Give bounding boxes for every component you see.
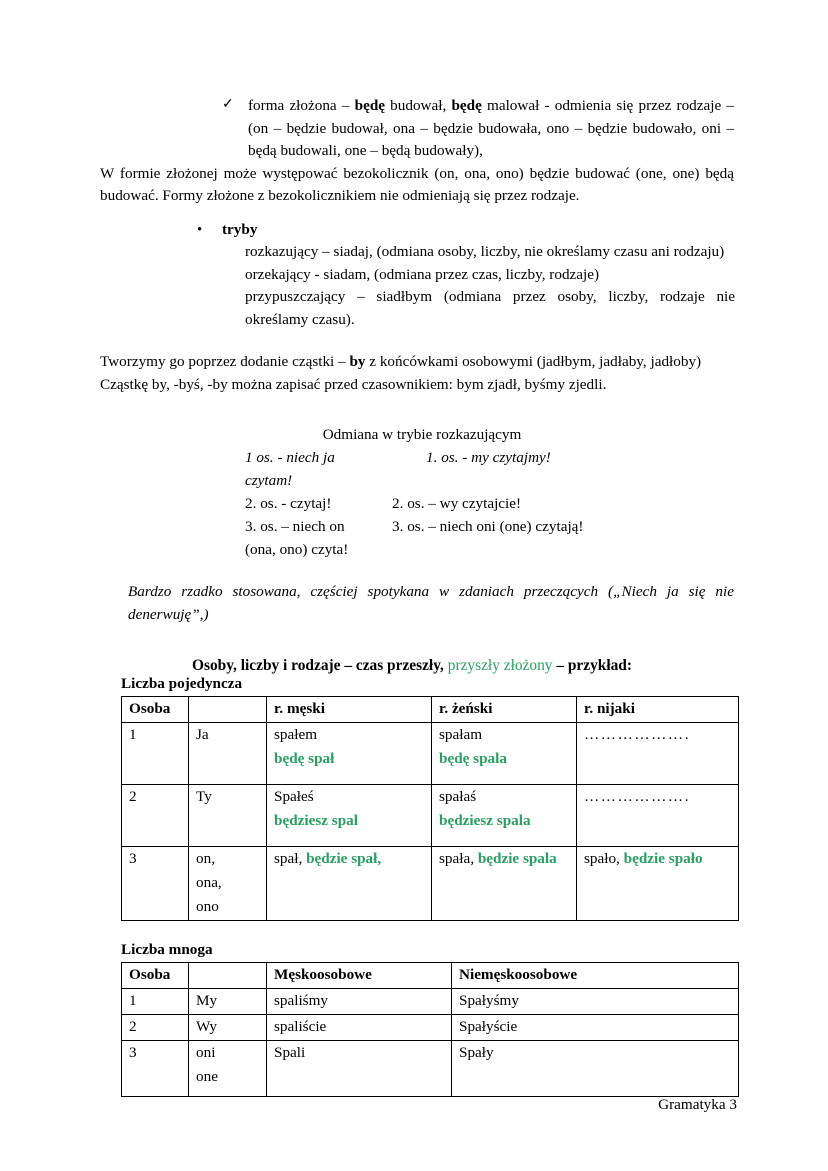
cell-osoba: 2 bbox=[122, 1015, 189, 1041]
cell-niemeskoosobowe: Spały bbox=[452, 1041, 739, 1097]
header-rodzaj-nijaki: r. nijaki bbox=[577, 697, 739, 723]
nijaki-past: spało, bbox=[584, 850, 624, 868]
header-meskoosobowe: Męskoosobowe bbox=[267, 963, 452, 989]
zenski-future: będziesz spala bbox=[439, 812, 531, 830]
pronoun-oni: oni bbox=[196, 1044, 216, 1062]
czastka-by-post: z końcówkami osobowymi (jadłbym, jadłaby, jadłoby) bbox=[365, 353, 702, 370]
tryb-orzekajacy: orzekający - siadam, (odmiana przez czas, liczby, rodzaje) bbox=[245, 265, 600, 283]
cell-pronoun: Ja bbox=[189, 723, 267, 785]
cell-pronoun-multi bbox=[189, 1041, 267, 1097]
conjugation-row bbox=[100, 492, 734, 515]
tables-heading-green: przyszły złożony bbox=[447, 657, 553, 675]
label-liczba-mnoga: Liczba mnoga bbox=[121, 941, 213, 959]
cell-zenski bbox=[432, 785, 577, 847]
cell-pronoun: My bbox=[189, 989, 267, 1015]
cell-nijaki: ………………. bbox=[577, 723, 739, 785]
table-row bbox=[122, 723, 739, 785]
cell-pronoun: Ty bbox=[189, 785, 267, 847]
meski-future: będzie spał, bbox=[306, 850, 382, 868]
tryb-rozkazujacy: rozkazujący – siadaj, (odmiana osoby, liczby, nie określamy czasu ani rodzaju) bbox=[245, 243, 725, 260]
pronoun-ono: ono bbox=[196, 898, 219, 916]
table-header-row bbox=[122, 963, 739, 989]
pronoun-on: on, bbox=[196, 850, 215, 868]
header-niemeskoosobowe: Niemęskoosobowe bbox=[452, 963, 739, 989]
label-liczba-pojedyncza: Liczba pojedyncza bbox=[121, 675, 243, 693]
cell-niemeskoosobowe: Spałyśmy bbox=[452, 989, 739, 1015]
imperative-title: Odmiana w trybie rozkazującym bbox=[322, 426, 522, 443]
header-blank bbox=[189, 697, 267, 723]
table-row bbox=[122, 1015, 739, 1041]
conjugation-person-3-singular: 3. os. – niech on (ona, ono) czyta! bbox=[245, 518, 349, 559]
header-rodzaj-meski: r. męski bbox=[267, 697, 432, 723]
header-osoba: Osoba bbox=[122, 963, 189, 989]
cell-meskoosobowe: spaliście bbox=[267, 1015, 452, 1041]
cell-zenski bbox=[432, 847, 577, 921]
pronoun-ona: ona, bbox=[196, 874, 222, 892]
bullet-item-tryby bbox=[197, 219, 734, 242]
imperative-conjugation-list bbox=[100, 446, 734, 561]
cell-niemeskoosobowe: Spałyście bbox=[452, 1015, 739, 1041]
paragraph-czastke-by: Cząstkę by, -byś, -by można zapisać przed czasownikiem: bym zjadł, byśmy zjedli. bbox=[100, 375, 607, 393]
tryby-sublist bbox=[245, 241, 735, 331]
heading-tryby: tryby bbox=[222, 220, 258, 238]
cell-pronoun: Wy bbox=[189, 1015, 267, 1041]
checkmark-icon: ✓ bbox=[222, 97, 234, 112]
bullet-item-forma-zlozona bbox=[222, 95, 734, 163]
zenski-past: spała, bbox=[439, 850, 478, 868]
cell-nijaki: ………………. bbox=[577, 785, 739, 847]
cell-meski bbox=[267, 785, 432, 847]
cell-osoba: 3 bbox=[122, 1041, 189, 1097]
tables-section-heading bbox=[100, 657, 734, 675]
forma-zlozona-part2: budował, bbox=[385, 97, 452, 114]
czastka-by-pre: Tworzymy go poprzez dodanie cząstki – bbox=[100, 353, 350, 370]
cell-meski bbox=[267, 723, 432, 785]
cell-meskoosobowe: Spali bbox=[267, 1041, 452, 1097]
cell-nijaki bbox=[577, 847, 739, 921]
table-header-row bbox=[122, 697, 739, 723]
meski-past: spałem bbox=[274, 726, 318, 744]
bullet-dot-icon: • bbox=[197, 221, 203, 238]
cell-osoba: 3 bbox=[122, 847, 189, 921]
tryb-przypuszczajacy: przypuszczający – siadłbym (odmiana przez osoby, liczby, rodzaje nie określamy czasu). bbox=[245, 288, 735, 328]
conjugation-row bbox=[100, 446, 734, 492]
zenski-future: będzie spala bbox=[477, 850, 557, 868]
table-liczba-pojedyncza bbox=[121, 696, 739, 921]
table-row bbox=[122, 989, 739, 1015]
cell-osoba: 1 bbox=[122, 989, 189, 1015]
conjugation-person-1-plural: 1. os. - my czytajmy! bbox=[426, 449, 551, 466]
conjugation-person-3-plural: 3. os. – niech oni (one) czytają! bbox=[392, 518, 584, 536]
meski-future: będziesz spal bbox=[274, 812, 358, 830]
bullet-text-forma-zlozona bbox=[248, 95, 734, 163]
forma-zlozona-part1: forma złożona – bbox=[248, 97, 355, 114]
zenski-past: spałam bbox=[439, 726, 483, 744]
conjugation-person-1-singular: 1 os. - niech ja czytam! bbox=[245, 449, 335, 490]
forma-zlozona-bold2: będę bbox=[451, 97, 482, 114]
nijaki-future: będzie spało bbox=[623, 850, 703, 868]
table-liczba-mnoga bbox=[121, 962, 739, 1097]
cell-meskoosobowe: spaliśmy bbox=[267, 989, 452, 1015]
page-footer: Gramatyka 3 bbox=[658, 1096, 737, 1113]
cell-osoba: 2 bbox=[122, 785, 189, 847]
cell-osoba: 1 bbox=[122, 723, 189, 785]
table-row bbox=[122, 785, 739, 847]
header-blank bbox=[189, 963, 267, 989]
pronoun-one: one bbox=[196, 1068, 218, 1086]
document-content bbox=[100, 95, 734, 1097]
cell-pronoun-multi bbox=[189, 847, 267, 921]
tables-heading-post: – przykład: bbox=[552, 657, 632, 675]
forma-zlozona-part3: malował - odmienia się przez rodzaje – (on – będzie budował, ona – będzie budowała, ono – będzie budowało, oni – będą budowali, one – będą budowały), bbox=[248, 97, 734, 159]
forma-zlozona-bold1: będę bbox=[354, 97, 385, 114]
cell-zenski bbox=[432, 723, 577, 785]
paragraph-czastka-by bbox=[100, 351, 734, 374]
conjugation-row bbox=[100, 515, 734, 561]
paragraph-forma-zlozona: W formie złożonej może występować bezokolicznik (on, ona, ono) będzie budować (one, one) będą budować. Formy złożone z bezokolicznikiem nie odmieniają się przez rodzaje. bbox=[100, 164, 734, 204]
meski-past: spał, bbox=[274, 850, 307, 868]
czastka-by-bold: by bbox=[349, 353, 366, 370]
table-row bbox=[122, 847, 739, 921]
cell-meski bbox=[267, 847, 432, 921]
conjugation-person-2-plural: 2. os. – wy czytajcie! bbox=[392, 495, 522, 513]
zenski-future: będę spala bbox=[439, 750, 507, 768]
meski-past: Spałeś bbox=[274, 788, 314, 806]
table-row bbox=[122, 1041, 739, 1097]
zenski-past: spałaś bbox=[439, 788, 477, 806]
conjugation-person-2-singular: 2. os. - czytaj! bbox=[245, 495, 332, 513]
tables-heading-pre: Osoby, liczby i rodzaje – czas przeszły, bbox=[191, 657, 448, 675]
header-rodzaj-zenski: r. żeński bbox=[432, 697, 577, 723]
meski-future: będę spał bbox=[274, 750, 335, 768]
imperative-note: Bardzo rzadko stosowana, częściej spotykana w zdaniach przeczących („Niech ja się nie denerwuję”,) bbox=[128, 583, 734, 624]
header-osoba: Osoba bbox=[122, 697, 189, 723]
